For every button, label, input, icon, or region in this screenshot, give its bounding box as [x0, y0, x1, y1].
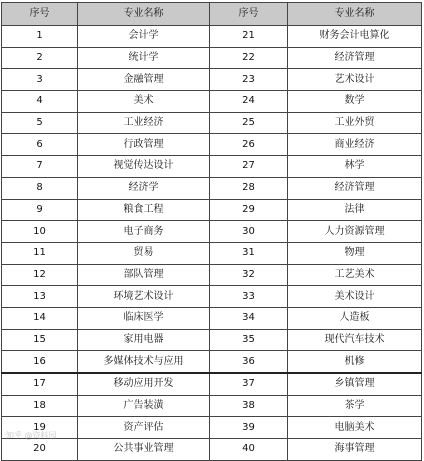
major-name-cell: 乡镇管理 — [288, 373, 422, 395]
major-name-cell: 统计学 — [78, 47, 210, 69]
row-number-cell: 12 — [2, 264, 78, 286]
major-name-cell: 工业经济 — [78, 112, 210, 134]
table-row — [2, 221, 422, 243]
table-row — [2, 417, 422, 439]
row-number-cell: 16 — [2, 351, 78, 373]
row-number-cell: 19 — [2, 417, 78, 439]
major-name-cell: 人造板 — [288, 307, 422, 329]
major-name-cell: 资产评估 — [78, 417, 210, 439]
major-name-cell: 行政管理 — [78, 134, 210, 156]
row-number-cell: 15 — [2, 329, 78, 351]
table-row — [2, 307, 422, 329]
row-number-cell: 25 — [210, 112, 288, 134]
major-name-cell: 经济学 — [78, 177, 210, 199]
major-name-cell: 电脑美术 — [288, 417, 422, 439]
row-number-cell: 33 — [210, 286, 288, 308]
row-number-cell: 28 — [210, 177, 288, 199]
header-major-name-1: 专业名称 — [78, 3, 210, 26]
major-name-cell: 广告装潢 — [78, 395, 210, 417]
major-name-cell: 临床医学 — [78, 307, 210, 329]
row-number-cell: 2 — [2, 47, 78, 69]
table-row — [2, 47, 422, 69]
row-number-cell: 32 — [210, 264, 288, 286]
major-name-cell: 林学 — [288, 156, 422, 178]
major-name-cell: 物理 — [288, 242, 422, 264]
row-number-cell: 13 — [2, 286, 78, 308]
table-row — [2, 156, 422, 178]
row-number-cell: 14 — [2, 307, 78, 329]
major-name-cell: 视觉传达设计 — [78, 156, 210, 178]
table-row — [2, 199, 422, 221]
table-row — [2, 177, 422, 199]
table-row — [2, 112, 422, 134]
major-name-cell: 工艺美术 — [288, 264, 422, 286]
major-name-cell: 经济管理 — [288, 177, 422, 199]
row-number-cell: 6 — [2, 134, 78, 156]
table-row — [2, 26, 422, 48]
table-row — [2, 373, 422, 395]
row-number-cell: 22 — [210, 47, 288, 69]
row-number-cell: 21 — [210, 26, 288, 48]
table-row — [2, 91, 422, 113]
row-number-cell: 24 — [210, 91, 288, 113]
row-number-cell: 37 — [210, 373, 288, 395]
major-name-cell: 财务会计电算化 — [288, 26, 422, 48]
row-number-cell: 10 — [2, 221, 78, 243]
table-row — [2, 134, 422, 156]
row-number-cell: 26 — [210, 134, 288, 156]
row-number-cell: 17 — [2, 373, 78, 395]
row-number-cell: 29 — [210, 199, 288, 221]
major-name-cell: 环境艺术设计 — [78, 286, 210, 308]
major-name-cell: 电子商务 — [78, 221, 210, 243]
major-name-cell: 多媒体技术与应用 — [78, 351, 210, 373]
major-name-cell: 经济管理 — [288, 47, 422, 69]
row-number-cell: 1 — [2, 26, 78, 48]
row-number-cell: 18 — [2, 395, 78, 417]
table-row — [2, 286, 422, 308]
row-number-cell: 38 — [210, 395, 288, 417]
table-header-row — [2, 3, 422, 26]
table-row — [2, 329, 422, 351]
major-name-cell: 艺术设计 — [288, 69, 422, 91]
row-number-cell: 11 — [2, 242, 78, 264]
row-number-cell: 40 — [210, 439, 288, 461]
table-row — [2, 395, 422, 417]
row-number-cell: 9 — [2, 199, 78, 221]
header-number-2: 序号 — [210, 3, 288, 26]
row-number-cell: 20 — [2, 439, 78, 461]
major-name-cell: 美术 — [78, 91, 210, 113]
major-name-cell: 法律 — [288, 199, 422, 221]
table-row — [2, 69, 422, 91]
major-name-cell: 移动应用开发 — [78, 373, 210, 395]
major-name-cell: 部队管理 — [78, 264, 210, 286]
major-name-cell: 会计学 — [78, 26, 210, 48]
major-name-cell: 金融管理 — [78, 69, 210, 91]
row-number-cell: 34 — [210, 307, 288, 329]
major-name-cell: 粮食工程 — [78, 199, 210, 221]
major-name-cell: 茶学 — [288, 395, 422, 417]
table-row — [2, 242, 422, 264]
row-number-cell: 3 — [2, 69, 78, 91]
major-name-cell: 商业经济 — [288, 134, 422, 156]
table-row — [2, 264, 422, 286]
row-number-cell: 35 — [210, 329, 288, 351]
major-name-cell: 人力资源管理 — [288, 221, 422, 243]
row-number-cell: 39 — [210, 417, 288, 439]
row-number-cell: 31 — [210, 242, 288, 264]
table-row — [2, 439, 422, 461]
table-row — [2, 351, 422, 373]
major-name-cell: 贸易 — [78, 242, 210, 264]
watermark-text: 知乎 @资料园 — [6, 431, 57, 440]
table-body — [2, 26, 422, 461]
major-name-cell: 海事管理 — [288, 439, 422, 461]
major-name-cell: 家用电器 — [78, 329, 210, 351]
major-name-cell: 美术设计 — [288, 286, 422, 308]
row-number-cell: 36 — [210, 351, 288, 373]
row-number-cell: 23 — [210, 69, 288, 91]
major-name-cell: 数学 — [288, 91, 422, 113]
header-major-name-2: 专业名称 — [288, 3, 422, 26]
major-name-cell: 公共事业管理 — [78, 439, 210, 461]
major-name-cell: 工业外贸 — [288, 112, 422, 134]
row-number-cell: 5 — [2, 112, 78, 134]
major-name-cell: 现代汽车技术 — [288, 329, 422, 351]
row-number-cell: 4 — [2, 91, 78, 113]
row-number-cell: 27 — [210, 156, 288, 178]
header-number-1: 序号 — [2, 3, 78, 26]
major-name-cell: 机修 — [288, 351, 422, 373]
row-number-cell: 30 — [210, 221, 288, 243]
majors-table — [1, 2, 422, 461]
row-number-cell: 8 — [2, 177, 78, 199]
row-number-cell: 7 — [2, 156, 78, 178]
